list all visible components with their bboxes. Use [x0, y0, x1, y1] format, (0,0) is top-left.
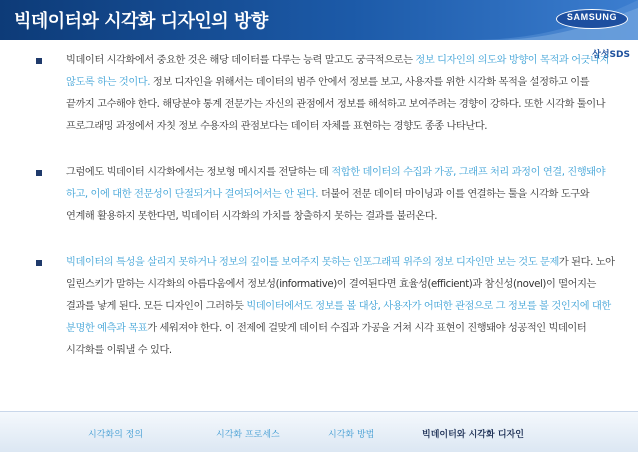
text-segment: 그럼에도 빅데이터 시각화에서는 정보형 메시지를 전달하는 데 [66, 167, 332, 178]
logo-text: SAMSUNG [566, 12, 618, 22]
paragraph-1 [36, 50, 616, 138]
nav-item-process[interactable]: 시각화 프로세스 [216, 430, 280, 440]
highlight-segment: 정보 디자인의 의도와 방향이 목적과 어긋나지 않도록 하는 것이다. [66, 55, 609, 88]
samsung-logo [556, 6, 630, 46]
text-segment: 더불어 전문 데이터 마이닝과 이를 연결하는 툴을 시각화 도구와 연계해 활용하지 못한다면, 빅데이터 시각화의 가치를 창출하지 못하는 결과를 불러온다. [66, 189, 590, 222]
logo-subtitle: 삼성SDS [592, 50, 630, 60]
highlight-segment: 적합한 데이터의 수집과 가공, 그래프 처리 과정이 연결, 진행돼야 하고, 이에 대한 전문성이 단절되거나 결여되어서는 안 된다. [66, 167, 606, 200]
text-segment: 정보 디자인을 위해서는 데이터의 범주 안에서 정보를 보고, 사용자를 위한 시각화 목적을 설정하고 이를 끝까지 고수해야 한다. 해당분야 통계 전문가는 자신의 관점에서 정보를 해석하고 보여주려는 경향이 강하다. 또한 시각화 툴이나 프로그래밍 과정에서 자칫 정보 수용자의 관점보다는 데이터 자체를 표현하는 경향도 종종 나타난다. [66, 77, 606, 132]
paragraph-3 [36, 252, 616, 362]
text-segment: 가 세워져야 한다. 이 전제에 걸맞게 데이터 수집과 가공을 거쳐 시각 표현이 진행돼야 성공적인 빅데이터 시각화를 이뤄낼 수 있다. [66, 323, 587, 356]
bullet-square-icon [36, 260, 42, 266]
page-title: 빅데이터와 시각화 디자인의 방향 [14, 11, 268, 32]
text-segment: 빅데이터 시각화에서 중요한 것은 해당 데이터를 다루는 능력 말고도 궁극적으로는 [66, 55, 416, 66]
header-bar [0, 0, 638, 40]
bullet-square-icon [36, 170, 42, 176]
text-segment: 가 된다. 노아 일린스키가 말하는 시각화의 아름다움에서 정보성(informative)이 결여된다면 효율성(efficient)과 참신성(novel)이 떨어지는 결과를 낳게 된다. 모든 디자인이 그러하듯 [66, 257, 615, 312]
bullet-square-icon [36, 58, 42, 64]
highlight-segment: 빅데이터의 특성을 살리지 못하거나 정보의 깊이를 보여주지 못하는 인포그래픽 위주의 정보 디자인만 보는 것도 문제 [66, 257, 559, 268]
paragraph-2 [36, 162, 616, 228]
content-area [36, 50, 616, 362]
nav-item-bigdata-design[interactable]: 빅데이터와 시각화 디자인 [422, 430, 524, 440]
highlight-segment: 빅데이터에서도 정보를 볼 대상, 사용자가 어떠한 관점으로 그 정보를 볼 것인지에 대한 분명한 예측과 목표 [66, 301, 611, 334]
footer-nav-bar [0, 412, 638, 452]
nav-item-method[interactable]: 시각화 방법 [328, 430, 375, 440]
nav-item-definition[interactable]: 시각화의 정의 [88, 430, 144, 440]
